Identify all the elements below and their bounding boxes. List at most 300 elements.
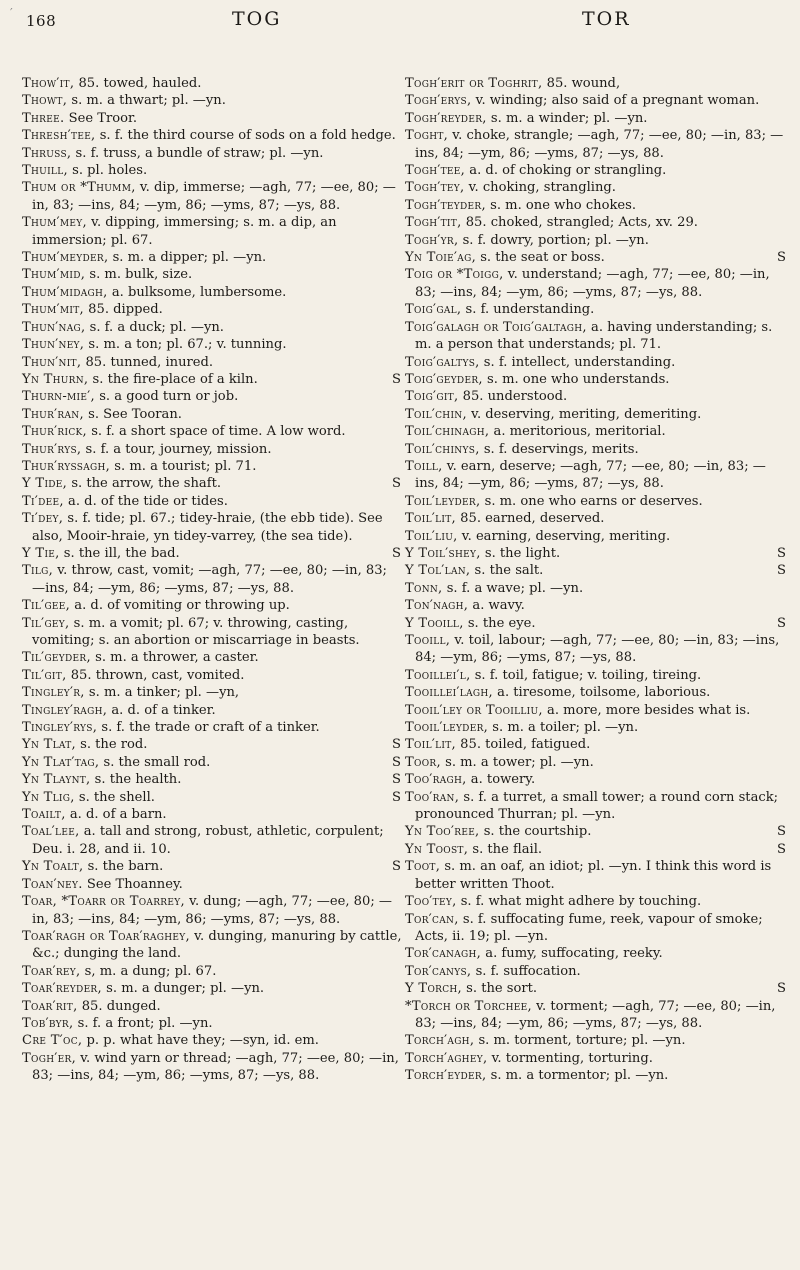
entry-headword: Y Tol′lan, xyxy=(405,563,471,579)
entry-headword: Toil′liu, xyxy=(405,528,458,544)
entry-definition: s. m. torment, torture; pl. —yn. xyxy=(474,1033,686,1049)
entry-headword: Toil′chinagh, xyxy=(405,424,490,440)
dictionary-entry: S Y Torch, s. the sort. xyxy=(405,981,786,997)
entry-definition: s. f. deservings, merits. xyxy=(479,441,639,457)
dictionary-entry: S Y Toil′shey, s. the light. xyxy=(405,545,786,561)
entry-definition: s. the small rod. xyxy=(99,754,211,770)
dictionary-entry xyxy=(22,893,402,928)
entry-headword: Toar′ragh or Toar′raghey, xyxy=(22,928,191,944)
dictionary-entry xyxy=(405,702,787,719)
entry-headword: Togh′teyder, xyxy=(405,197,486,213)
entry-headword: Tingley′rys, xyxy=(22,720,98,736)
entry-headword: Tor′canagh, xyxy=(405,946,482,962)
dictionary-entry xyxy=(22,388,402,405)
entry-definition: 85. choked, strangled; Acts, xv. 29. xyxy=(461,215,698,231)
entry-headword: Thum′mey, xyxy=(22,215,87,231)
dictionary-entry xyxy=(405,789,787,824)
dictionary-entry xyxy=(405,319,787,354)
entry-definition: s. f. intellect, understanding. xyxy=(479,354,676,370)
entry-definition: s. f. suffocation. xyxy=(471,963,581,979)
entry-definition: s. m. bulk, size. xyxy=(85,267,193,283)
entry-definition: a. more, more besides what is. xyxy=(542,702,751,718)
dictionary-entry xyxy=(22,980,402,997)
entry-headword: Toan′ney. xyxy=(22,876,83,892)
dictionary-entry xyxy=(22,510,402,545)
entry-definition: a. having understanding; s. m. a person that understands; pl. 71. xyxy=(415,319,773,353)
entry-headword: Thum′mit, xyxy=(22,302,84,318)
dictionary-entry xyxy=(405,388,787,405)
dictionary-entry xyxy=(22,719,402,736)
entry-definition: 85. dunged. xyxy=(77,998,161,1014)
dictionary-entry: S Yn Tlig, s. the shell. xyxy=(22,789,401,805)
entry-definition: s. m. a thrower, a caster. xyxy=(90,650,259,666)
entry-definition: v. earn, deserve; —agh, 77; —ee, 80; —in, 83; —ins, 84; —ym, 86; —yms, 87; —ys, 88. xyxy=(415,458,766,492)
entry-headword: Thurn-mie′, xyxy=(22,389,96,405)
dictionary-entry xyxy=(405,597,787,614)
entry-definition: s. the light. xyxy=(480,545,561,561)
entry-definition: v. throw, cast, vomit; —agh, 77; —ee, 80; —in, 83; —ins, 84; —ym, 86; —yms, 87; —ys, 88. xyxy=(32,563,387,596)
dictionary-entry xyxy=(405,998,787,1033)
entry-definition: v. choking, strangling. xyxy=(464,180,616,196)
dictionary-entry xyxy=(405,963,787,980)
entry-headword: Togh′tit, xyxy=(405,215,462,231)
dictionary-entry xyxy=(405,441,787,458)
entry-headword: Y Tide, xyxy=(22,476,68,492)
entry-definition: s. the health. xyxy=(90,772,182,788)
dictionary-entry xyxy=(405,423,787,440)
entry-definition: s. f. a front; pl. —yn. xyxy=(73,1015,213,1031)
entry-definition: v. dip, immerse; —agh, 77; —ee, 80; —in, 83; —ins, 84; —ym, 86; —yms, 87; —ys, 88. xyxy=(32,180,396,213)
entry-definition: s. m. a tinker; pl. —yn, xyxy=(84,685,240,701)
dictionary-entry xyxy=(405,75,787,92)
entry-definition: s. m. a tormentor; pl. —yn. xyxy=(486,1068,669,1084)
entry-headword: Ton′nagh, xyxy=(405,598,469,614)
entry-headword: Togh′reyder, xyxy=(405,110,487,126)
entry-definition: s. the ill, the bad. xyxy=(59,545,180,561)
dictionary-entry xyxy=(405,580,787,597)
dictionary-entry: S Y Tie, s. the ill, the bad. xyxy=(22,545,401,561)
dictionary-entry xyxy=(405,214,787,231)
entry-headword: Thowt, xyxy=(22,93,68,109)
entry-headword: Toig′gal, xyxy=(405,302,462,318)
entry-headword: Togh′erys, xyxy=(405,93,472,109)
dictionary-entry xyxy=(22,823,402,858)
dictionary-entry xyxy=(22,597,402,614)
dictionary-entry xyxy=(22,615,402,650)
entry-definition: 85. dipped. xyxy=(84,302,163,318)
entry-headword: *Torch or Torchee, xyxy=(405,998,532,1014)
entry-headword: Thum′midagh, xyxy=(22,284,108,300)
entry-headword: Yn Tlig, xyxy=(22,789,75,805)
dictionary-entry: S Yn Toie′ag, s. the seat or boss. xyxy=(405,250,786,266)
entry-headword: Tooil′ley or Tooilliu, xyxy=(405,702,543,718)
entry-definition: s. the eye. xyxy=(463,615,536,631)
dictionary-entry xyxy=(22,249,402,266)
entry-headword: Toig or *Toigg, xyxy=(405,267,504,283)
entry-headword: Thresh′tee, xyxy=(22,128,96,144)
entry-headword: Toailt, xyxy=(22,807,66,823)
running-head-right: TOR xyxy=(582,8,631,30)
dictionary-entry xyxy=(405,911,787,946)
dictionary-entry xyxy=(405,162,787,179)
dictionary-entry xyxy=(22,963,402,980)
entry-headword: Togh′tee, xyxy=(405,163,466,179)
entry-headword: Togh′tey, xyxy=(405,180,465,196)
entry-definition: s. f. truss, a bundle of straw; pl. —yn. xyxy=(71,145,324,161)
entry-headword: Toar, *Toarr or Toarrey, xyxy=(22,894,185,910)
entry-definition: s. pl. holes. xyxy=(67,163,148,179)
dictionary-entry: S Yn Toost, s. the flail. xyxy=(405,841,786,857)
dictionary-entry xyxy=(22,441,402,458)
dictionary-entry xyxy=(22,806,402,823)
dictionary-entry xyxy=(405,371,787,388)
dictionary-entry xyxy=(22,562,402,597)
dictionary-entry xyxy=(22,667,402,684)
entry-definition: v. winding; also said of a pregnant woman. xyxy=(471,93,760,109)
dictionary-entry xyxy=(405,354,787,371)
entry-headword: Thur′ran, xyxy=(22,406,84,422)
dictionary-entry xyxy=(405,510,787,527)
entry-definition: v. dung; —agh, 77; —ee, 80; —in, 83; —ins, 84; —ym, 86; —yms, 87; —ys, 88. xyxy=(32,894,393,927)
entry-definition: v. deserving, meriting, demeriting. xyxy=(466,406,702,422)
entry-definition: s. the courtship. xyxy=(479,824,592,840)
entry-definition: s. a good turn or job. xyxy=(95,389,239,405)
entry-headword: Tob′byr, xyxy=(22,1015,74,1031)
entry-definition: p. p. what have they; —syn, id. em. xyxy=(82,1033,319,1049)
entry-headword: Yn Toost, xyxy=(405,841,469,857)
entry-definition: a. d. of vomiting or throwing up. xyxy=(70,598,290,614)
entry-headword: Togh′erit or Toghrit, xyxy=(405,76,543,91)
entry-definition: See Thoanney. xyxy=(82,876,183,892)
entry-definition: a. wavy. xyxy=(468,598,525,614)
dictionary-entry xyxy=(405,458,787,493)
entry-definition: v. wind yarn or thread; —agh, 77; —ee, 80; —in, 83; —ins, 84; —ym, 86; —yms, 87; —ys, 88. xyxy=(32,1050,399,1084)
entry-headword: Tooil′leyder, xyxy=(405,720,489,736)
entry-headword: Thuill, xyxy=(22,163,68,179)
entry-definition: v. torment; —agh, 77; —ee, 80; —in, 83; —ins, 84; —ym, 86; —yms, 87; —ys, 88. xyxy=(415,998,776,1031)
dictionary-entry xyxy=(22,145,402,162)
entry-headword: Toig′geyder, xyxy=(405,371,483,387)
entry-headword: Tor′can, xyxy=(405,911,459,927)
dictionary-entry xyxy=(405,301,787,318)
dictionary-entry xyxy=(22,75,402,92)
entry-definition: s. m. a tourist; pl. 71. xyxy=(110,458,257,474)
entry-definition: s. the arrow, the shaft. xyxy=(67,476,221,492)
dictionary-entry xyxy=(22,284,402,301)
entry-definition: a. tiresome, toilsome, laborious. xyxy=(492,685,711,701)
dictionary-entry xyxy=(405,92,787,109)
entry-headword: Toig′git, xyxy=(405,389,459,405)
dictionary-entry xyxy=(405,719,787,736)
entry-headword: Y Torch, xyxy=(405,981,462,997)
entry-definition: s. m. a vomit; pl. 67; v. throwing, casting, vomiting; s. an abortion or miscarriage in beasts. xyxy=(32,615,360,648)
entry-headword: Toil′lit, xyxy=(405,511,457,527)
entry-definition: s. f. dowry, portion; pl. —yn. xyxy=(458,232,649,248)
running-head-left: TOG xyxy=(232,8,282,30)
entry-definition: s. f. toil, fatigue; v. toiling, tireing. xyxy=(470,667,702,683)
dictionary-entry xyxy=(405,266,787,301)
dictionary-entry: S Yn Thurn, s. the fire-place of a kiln. xyxy=(22,371,401,387)
entry-headword: Yn Too′ree, xyxy=(405,824,480,840)
dictionary-entry xyxy=(22,92,402,109)
dictionary-entry xyxy=(405,858,787,893)
dictionary-entry xyxy=(22,214,402,249)
entry-definition: s. m. a dipper; pl. —yn. xyxy=(108,250,267,266)
entry-headword: Thur′rys, xyxy=(22,441,82,457)
dictionary-entry xyxy=(22,876,402,893)
entry-definition: s. the rod. xyxy=(75,737,148,753)
dictionary-entry xyxy=(22,702,402,719)
entry-definition: v. understand; —agh, 77; —ee, 80; —in, 83; —ins, 84; —ym, 86; —yms, 87; —ys, 88. xyxy=(415,267,770,300)
entry-headword: Tingley′ragh, xyxy=(22,702,108,718)
dictionary-entry xyxy=(405,893,787,910)
entry-headword: Til′gey, xyxy=(22,615,70,631)
entry-definition: v. tormenting, torturing. xyxy=(487,1050,653,1066)
entry-headword: Toar′rey, xyxy=(22,963,81,979)
entry-definition: s. See Tooran. xyxy=(83,406,182,422)
dictionary-entry xyxy=(405,632,787,667)
dictionary-entry xyxy=(22,1015,402,1032)
dictionary-entry: S Yn Tlaynt, s. the health. xyxy=(22,772,401,788)
entry-definition: s. f. a wave; pl. —yn. xyxy=(442,580,584,596)
entry-headword: Til′geyder, xyxy=(22,650,91,666)
dictionary-entry xyxy=(405,1050,787,1067)
entry-headword: Toig′galtys, xyxy=(405,354,480,370)
entry-headword: Yn Toie′ag, xyxy=(405,250,477,266)
dictionary-entry xyxy=(22,423,402,440)
dictionary-entry xyxy=(22,493,402,510)
entry-definition: s. m. an oaf, an idiot; pl. —yn. I think this word is better written Thoot. xyxy=(415,859,772,892)
dictionary-entry xyxy=(22,684,402,701)
entry-headword: Toil′leyder, xyxy=(405,493,481,509)
page-number: 168 xyxy=(26,12,57,30)
dictionary-entry xyxy=(22,301,402,318)
dictionary-entry xyxy=(22,1050,402,1085)
entry-headword: Yn Thurn, xyxy=(22,371,89,387)
entry-definition: v. toil, labour; —agh, 77; —ee, 80; —in, 83; —ins, 84; —ym, 86; —yms, 87; —ys, 88. xyxy=(415,633,780,666)
entry-headword: Toar′rit, xyxy=(22,998,78,1014)
entry-definition: s. the shell. xyxy=(74,789,155,805)
entry-definition: s. the sort. xyxy=(462,981,538,997)
dictionary-entry xyxy=(405,771,787,788)
entry-definition: s. f. understanding. xyxy=(461,302,595,318)
dictionary-entry xyxy=(405,528,787,545)
dictionary-entry xyxy=(22,179,402,214)
entry-headword: Tilg, xyxy=(22,563,54,579)
dictionary-entry xyxy=(22,110,402,127)
entry-definition: a. meritorious, meritorial. xyxy=(489,424,666,440)
right-column xyxy=(405,75,787,1085)
dictionary-entry: S Y Tooill, s. the eye. xyxy=(405,615,786,631)
entry-headword: Three. xyxy=(22,110,65,126)
entry-headword: Torch′agh, xyxy=(405,1033,475,1049)
entry-headword: Toil′chin, xyxy=(405,406,467,422)
entry-headword: Toil′chinys, xyxy=(405,441,480,457)
entry-definition: s. the barn. xyxy=(83,859,164,875)
entry-definition: v. choke, strangle; —agh, 77; —ee, 80; —in, 83; —ins, 84; —ym, 86; —yms, 87; —ys, 88. xyxy=(415,128,784,161)
entry-definition: s. f. a tour, journey, mission. xyxy=(81,441,272,457)
dictionary-entry xyxy=(405,1032,787,1049)
dictionary-entry xyxy=(22,266,402,283)
entry-definition: s. m. a thwart; pl. —yn. xyxy=(67,93,226,109)
entry-definition: a. d. of choking or strangling. xyxy=(465,163,667,179)
dictionary-entry xyxy=(405,127,787,162)
entry-definition: 85. tunned, inured. xyxy=(81,354,214,370)
entry-headword: Cre T′oc, xyxy=(22,1033,83,1049)
entry-headword: Y Tie, xyxy=(22,545,60,561)
entry-definition: 85. understood. xyxy=(458,389,568,405)
entry-definition: a. d. of a tinker. xyxy=(107,702,216,718)
entry-headword: Ti′dee, xyxy=(22,493,64,509)
dictionary-entry xyxy=(22,319,402,336)
dictionary-entry xyxy=(22,998,402,1015)
entry-definition: s. f. a short space of time. A low word. xyxy=(87,424,346,440)
entry-headword: Tooillei′l, xyxy=(405,667,471,683)
entry-headword: Y Tooill, xyxy=(405,615,464,631)
entry-headword: Ti′dey, xyxy=(22,511,64,527)
dictionary-entry: S Yn Tlat′tag, s. the small rod. xyxy=(22,754,401,770)
dictionary-entry xyxy=(405,754,787,771)
dictionary-entry xyxy=(22,336,402,353)
entry-definition: s. m. one who chokes. xyxy=(485,197,637,213)
dictionary-entry xyxy=(405,1067,787,1084)
entry-headword: Tooillei′lagh, xyxy=(405,685,493,701)
entry-headword: Thum′meyder, xyxy=(22,250,109,266)
dictionary-entry: S Y Tide, s. the arrow, the shaft. xyxy=(22,476,401,492)
entry-definition: s, m. a dung; pl. 67. xyxy=(80,963,217,979)
entry-headword: Too′tey, xyxy=(405,894,457,910)
entry-headword: Togh′yr, xyxy=(405,232,459,248)
entry-definition: a. d. of a barn. xyxy=(65,807,167,823)
dictionary-entry: S Yn Toalt, s. the barn. xyxy=(22,859,401,875)
entry-definition: s. f. what might adhere by touching. xyxy=(456,894,702,910)
entry-definition: s. the seat or boss. xyxy=(476,250,605,266)
dictionary-entry: S Yn Tlat, s. the rod. xyxy=(22,737,401,753)
dictionary-entry xyxy=(405,110,787,127)
entry-headword: Toar′reyder, xyxy=(22,981,102,997)
entry-headword: Too′ran, xyxy=(405,789,460,805)
dictionary-entry xyxy=(22,127,402,144)
entry-headword: Thow′it, xyxy=(22,76,75,91)
entry-headword: Toill, xyxy=(405,458,443,474)
ink-mark: ′ xyxy=(10,6,13,20)
entry-headword: Togh′er, xyxy=(22,1050,77,1066)
entry-definition: s. m. a tower; pl. —yn. xyxy=(440,754,594,770)
dictionary-entry: S Yn Too′ree, s. the courtship. xyxy=(405,824,786,840)
entry-definition: s. m. one who understands. xyxy=(482,371,670,387)
entry-definition: v. dunging, manuring by cattle, &c.; dunging the land. xyxy=(32,928,402,962)
entry-definition: s. f. the trade or craft of a tinker. xyxy=(97,720,320,736)
entry-headword: Yn Tlat′tag, xyxy=(22,754,100,770)
entry-definition: v. dipping, immersing; s. m. a dip, an immersion; pl. 67. xyxy=(32,215,337,248)
entry-definition: 85. wound, xyxy=(542,76,621,91)
left-column xyxy=(22,75,402,1085)
entry-headword: Tonn, xyxy=(405,580,443,596)
entry-definition: s. f. the third course of sods on a fold hedge. xyxy=(95,128,396,144)
dictionary-entry xyxy=(22,406,402,423)
entry-definition: s. f. tide; pl. 67.; tidey-hraie, (the ebb tide). See also, Mooir-hraie, yn tidey-varrey, (the sea tide). xyxy=(32,511,383,544)
dictionary-entry: S Y Tol′lan, s. the salt. xyxy=(405,563,786,579)
dictionary-entry xyxy=(405,736,787,753)
entry-headword: Thum or *Thumm, xyxy=(22,180,136,196)
entry-headword: Y Toil′shey, xyxy=(405,545,481,561)
entry-definition: s. m. one who earns or deserves. xyxy=(480,493,703,509)
entry-definition: See Troor. xyxy=(64,110,138,126)
entry-headword: Torch′eyder, xyxy=(405,1068,487,1084)
entry-definition: s. m. a winder; pl. —yn. xyxy=(486,110,648,126)
entry-definition: s. the salt. xyxy=(470,563,544,579)
entry-headword: Toil′lit, xyxy=(405,737,457,753)
entry-definition: v. earning, deserving, meriting. xyxy=(457,528,671,544)
dictionary-entry xyxy=(22,354,402,371)
entry-headword: Torch′aghey, xyxy=(405,1050,488,1066)
entry-definition: s. f. suffocating fume, reek, vapour of smoke; Acts, ii. 19; pl. —yn. xyxy=(415,911,763,944)
entry-headword: Til′gee, xyxy=(22,598,71,614)
dictionary-entry xyxy=(22,928,402,963)
entry-headword: Toal′lee, xyxy=(22,824,80,840)
entry-headword: Thum′mid, xyxy=(22,267,86,283)
entry-headword: Thun′nag, xyxy=(22,319,86,335)
dictionary-entry xyxy=(22,649,402,666)
entry-headword: Tooill, xyxy=(405,633,451,648)
dictionary-entry xyxy=(405,684,787,701)
entry-definition: 85. toiled, fatigued. xyxy=(456,737,591,753)
dictionary-entry xyxy=(22,458,402,475)
dictionary-entry xyxy=(405,667,787,684)
entry-definition: s. the flail. xyxy=(468,841,543,857)
entry-headword: Tingley′r, xyxy=(22,685,85,701)
entry-definition: s. f. a duck; pl. —yn. xyxy=(85,319,224,335)
entry-definition: a. tall and strong, robust, athletic, corpulent; Deu. i. 28, and ii. 10. xyxy=(32,824,384,857)
dictionary-entry xyxy=(405,406,787,423)
dictionary-entry xyxy=(405,232,787,249)
dictionary-entry xyxy=(22,1032,402,1049)
dictionary-entry xyxy=(405,945,787,962)
entry-definition: s. the fire-place of a kiln. xyxy=(88,371,258,387)
entry-headword: Yn Tlat, xyxy=(22,737,76,753)
dictionary-entry xyxy=(405,179,787,196)
entry-definition: a. towery. xyxy=(466,772,536,788)
entry-headword: Til′git, xyxy=(22,667,67,683)
entry-headword: Thun′nit, xyxy=(22,354,82,370)
entry-definition: 85. thrown, cast, vomited. xyxy=(66,667,245,683)
entry-definition: s. m. a dunger; pl. —yn. xyxy=(101,981,265,997)
entry-headword: Yn Tlaynt, xyxy=(22,772,91,788)
dictionary-entry xyxy=(405,493,787,510)
entry-headword: Thur′rick, xyxy=(22,424,88,440)
entry-headword: Thur′ryssagh, xyxy=(22,458,111,474)
entry-definition: s. m. a toiler; pl. —yn. xyxy=(488,720,639,736)
entry-definition: 85. earned, deserved. xyxy=(456,511,605,527)
entry-headword: Thun′ney, xyxy=(22,337,85,353)
entry-headword: Tor′canys, xyxy=(405,963,472,979)
entry-headword: Toor, xyxy=(405,754,441,770)
entry-headword: Toot, xyxy=(405,859,441,875)
entry-definition: a. d. of the tide or tides. xyxy=(63,493,228,509)
entry-headword: Toght, xyxy=(405,128,449,144)
entry-definition: a. fumy, suffocating, reeky. xyxy=(481,946,663,962)
entry-definition: s. f. a turret, a small tower; a round corn stack; pronounced Thurran; pl. —yn. xyxy=(415,789,779,823)
entry-definition: s. m. a ton; pl. 67.; v. tunning. xyxy=(84,337,287,353)
dictionary-entry xyxy=(22,162,402,179)
entry-headword: Yn Toalt, xyxy=(22,859,84,875)
entry-definition: 85. towed, hauled. xyxy=(74,76,202,91)
dictionary-entry xyxy=(405,197,787,214)
entry-headword: Toig′galagh or Toig′galtagh, xyxy=(405,319,587,335)
entry-definition: a. bulksome, lumbersome. xyxy=(107,284,287,300)
entry-headword: Too′ragh, xyxy=(405,772,467,788)
entry-headword: Thruss, xyxy=(22,145,72,161)
